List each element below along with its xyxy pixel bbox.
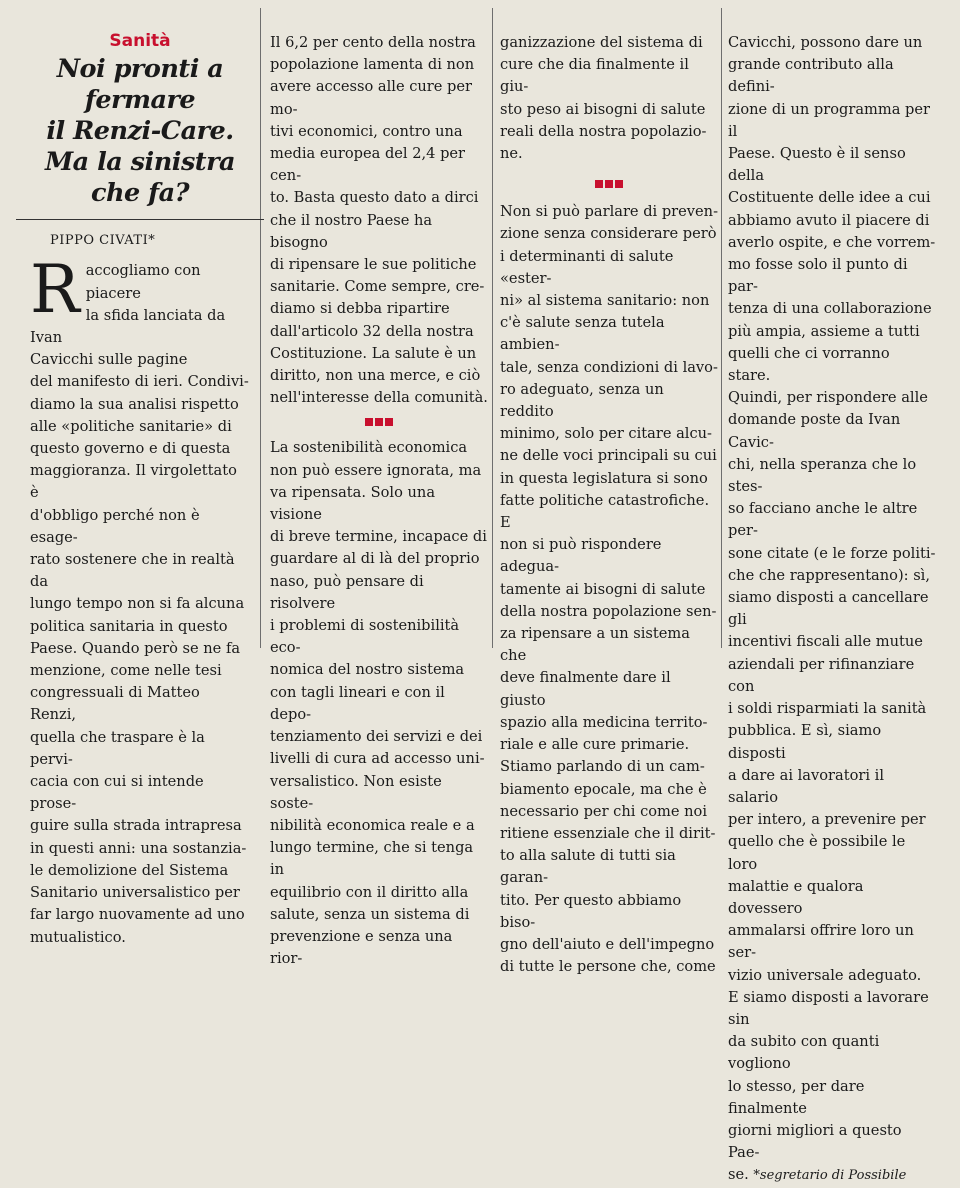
text-line: versalistico. Non esiste soste-: [270, 772, 442, 812]
column-2: [270, 32, 488, 970]
text-line: ne delle voci principali su cui: [500, 447, 717, 465]
text-line: reali della nostra popolazio-: [500, 122, 707, 140]
paragraph: [30, 251, 250, 948]
text-line: aziendali per rifinanziare con: [728, 655, 915, 695]
column-4: [728, 32, 936, 1188]
text-line: nibilità economica reale e a: [270, 816, 475, 834]
text-line: che che rappresentano): sì,: [728, 566, 930, 584]
text-line: guire sulla strada intrapresa: [30, 817, 242, 835]
text-line: spazio alla medicina territo-: [500, 713, 708, 731]
text-line: accogliamo con piacere: [85, 262, 201, 302]
text-line: mo fosse solo il punto di par-: [728, 256, 908, 296]
text-line: popolazione lamenta di non: [270, 56, 475, 74]
text-line: quella che traspare è la pervi-: [30, 728, 205, 768]
text-line: Costituente delle idee a cui: [728, 189, 931, 207]
text-line: siamo disposti a cancellare gli: [728, 589, 929, 629]
paragraph: [270, 32, 488, 409]
text-line: da subito con quanti vogliono: [728, 1033, 880, 1073]
text-line: Paese. Quando però se ne fa: [30, 639, 241, 657]
text-line: ammalarsi offrire loro un ser-: [728, 922, 914, 962]
text-line: Sanitario universalistico per: [30, 884, 240, 902]
text-line: avere accesso alle cure per mo-: [270, 78, 473, 118]
text-line: averlo ospite, e che vorrem-: [728, 233, 936, 251]
text-line: diamo la sua analisi rispetto: [30, 395, 239, 413]
paragraph: [500, 201, 718, 978]
text-line: abbiamo avuto il piacere di: [728, 211, 930, 229]
text-line: nomica del nostro sistema: [270, 661, 465, 679]
text-line: prevenzione e senza una rior-: [270, 927, 453, 968]
text-line: ne.: [500, 145, 523, 163]
text-line: ganizzazione del sistema di: [500, 34, 703, 51]
text-line: tenziamento dei servizi e dei: [270, 728, 483, 746]
paragraph: [728, 32, 936, 1188]
text-line: riale e alle cure primarie.: [500, 736, 690, 754]
text-line: livelli di cura ad accesso uni-: [270, 750, 485, 768]
column-1: [30, 0, 250, 949]
section-separator: [500, 179, 718, 189]
text-line: media europea del 2,4 per cen-: [270, 145, 466, 185]
text-line: la sfida lanciata da Ivan: [30, 306, 226, 347]
text-line: tito. Per questo abbiamo biso-: [500, 891, 682, 931]
text-line: to alla salute di tutti sia garan-: [500, 847, 676, 887]
text-line: dall'articolo 32 della nostra: [270, 322, 474, 340]
text-line: con tagli lineari e con il depo-: [270, 683, 445, 723]
headline-line: Noi pronti a fermare: [56, 54, 224, 116]
text-line: zione di un programma per il: [728, 100, 930, 140]
text-line: far largo nuovamente ad uno: [30, 906, 245, 924]
text-line: minimo, solo per citare alcu-: [500, 425, 712, 443]
text-line: La sostenibilità economica: [270, 439, 468, 457]
byline: PIPPO CIVATI*: [50, 233, 156, 249]
text-line: Il 6,2 per cento della nostra: [270, 34, 476, 51]
text-line: tale, senza condizioni di lavo-: [500, 358, 718, 376]
text-line: di ripensare le sue politiche: [270, 256, 477, 274]
text-line: non può essere ignorata, ma: [270, 461, 482, 479]
text-line: se.: [728, 1166, 749, 1184]
text-line: diritto, non una merce, e ciò: [270, 367, 481, 385]
text-line: i determinanti di salute «ester-: [500, 247, 674, 287]
text-line: pubblica. E sì, siamo disposti: [728, 722, 882, 762]
text-line: Stiamo parlando di un cam-: [500, 758, 705, 776]
section-kicker: Sanità: [109, 31, 171, 51]
text-line: vizio universale adeguato.: [728, 966, 922, 984]
author-footnote: *segretario di Possibile: [753, 1168, 907, 1184]
column-rule: [721, 8, 722, 648]
text-line: più ampia, assieme a tutti: [728, 322, 920, 340]
text-line: Non si può parlare di preven-: [500, 203, 719, 221]
text-line: d'obbligo perché non è esage-: [30, 506, 200, 546]
text-line: nell'interesse della comunità.: [270, 389, 488, 407]
text-line: sone citate (e le forze politi-: [728, 544, 936, 562]
text-line: congressuali di Matteo Renzi,: [30, 684, 200, 724]
text-line: chi, nella speranza che lo stes-: [728, 455, 917, 496]
text-line: zione senza considerare però: [500, 225, 717, 243]
column-rule: [492, 8, 493, 648]
text-line: va ripensata. Solo una visione: [270, 483, 436, 524]
text-line: questo governo e di questa: [30, 440, 231, 458]
headline: [30, 54, 250, 209]
text-line: di breve termine, incapace di: [270, 528, 487, 546]
text-line: per intero, a prevenire per: [728, 811, 926, 829]
text-line: quelli che ci vorranno stare.: [728, 344, 890, 385]
divider: [16, 219, 264, 220]
text-line: lungo termine, che si tenga in: [270, 839, 474, 879]
section-separator: [270, 417, 488, 427]
text-line: di tutte le persone che, come: [500, 958, 716, 976]
text-line: Cavicchi, possono dare un: [728, 34, 923, 51]
text-line: necessario per chi come noi: [500, 802, 707, 820]
text-line: non si può rispondere adegua-: [500, 536, 662, 576]
text-line: che il nostro Paese ha bisogno: [270, 211, 433, 251]
text-line: i soldi risparmiati la sanità: [728, 700, 927, 718]
text-line: cure che dia finalmente il giu-: [500, 56, 689, 96]
text-line: ni» al sistema sanitario: non: [500, 292, 710, 310]
text-line: giorni migliori a questo Pae-: [728, 1121, 902, 1162]
text-line: fatte politiche catastrofiche. E: [500, 491, 710, 532]
column-3: [500, 32, 718, 978]
text-line: to. Basta questo dato a dirci: [270, 189, 479, 207]
text-line: maggioranza. Il virgolettato è: [30, 462, 237, 502]
text-line: guardare al di là del proprio: [270, 550, 480, 568]
text-line: salute, senza un sistema di: [270, 905, 470, 923]
text-line: deve finalmente dare il giusto: [500, 669, 671, 709]
text-line: naso, può pensare di risolvere: [270, 572, 424, 612]
text-line: equilibrio con il diritto alla: [270, 883, 469, 901]
text-line: lungo tempo non si fa alcuna: [30, 595, 245, 613]
text-line: le demolizione del Sistema: [30, 861, 229, 879]
text-line: Quindi, per rispondere alle: [728, 389, 928, 407]
text-line: lo stesso, per dare finalmente: [728, 1077, 865, 1117]
text-line: del manifesto di ieri. Condivi-: [30, 373, 249, 391]
text-line: quello che è possibile le loro: [728, 833, 906, 873]
paragraph: [270, 437, 488, 970]
text-line: Paese. Questo è il senso della: [728, 145, 906, 185]
text-line: sto peso ai bisogni di salute: [500, 100, 706, 118]
text-line: sanitarie. Come sempre, cre-: [270, 278, 485, 296]
paragraph: [500, 32, 718, 165]
text-line: politica sanitaria in questo: [30, 617, 228, 635]
text-line: tivi economici, contro una: [270, 122, 463, 140]
column-rule: [260, 8, 261, 648]
text-line: za ripensare a un sistema che: [500, 625, 690, 665]
text-line: cacia con cui si intende prose-: [30, 773, 204, 813]
headline-line: il Renzi-Care.: [46, 116, 234, 147]
headline-line: Ma la sinistra che fa?: [44, 147, 236, 209]
text-line: tamente ai bisogni di salute: [500, 580, 706, 598]
text-line: malattie e qualora dovessero: [728, 877, 864, 917]
text-line: domande poste da Ivan Cavic-: [728, 411, 901, 451]
text-line: E siamo disposti a lavorare sin: [728, 988, 929, 1028]
dropcap: R: [30, 251, 80, 329]
text-line: Costituzione. La salute è un: [270, 344, 477, 362]
text-line: c'è salute senza tutela ambien-: [500, 314, 665, 354]
text-line: so facciano anche le altre per-: [728, 500, 918, 540]
text-line: mutualistico.: [30, 928, 126, 946]
text-line: gno dell'aiuto e dell'impegno: [500, 935, 715, 953]
text-line: menzione, come nelle tesi: [30, 662, 222, 680]
text-line: alle «politiche sanitarie» di: [30, 417, 232, 435]
text-line: i problemi di sostenibilità eco-: [270, 617, 460, 657]
text-line: grande contributo alla defini-: [728, 56, 894, 96]
text-line: della nostra popolazione sen-: [500, 602, 717, 620]
text-line: a dare ai lavoratori il salario: [728, 766, 884, 806]
text-line: in questi anni: una sostanzia-: [30, 839, 247, 857]
text-line: ritiene essenziale che il dirit-: [500, 824, 716, 842]
text-line: incentivi fiscali alle mutue: [728, 633, 923, 651]
text-line: biamento epocale, ma che è: [500, 780, 707, 798]
text-line: diamo si debba ripartire: [270, 300, 450, 318]
text-line: in questa legislatura si sono: [500, 469, 708, 487]
text-line: ro adeguato, senza un reddito: [500, 380, 664, 421]
text-line: rato sostenere che in realtà da: [30, 551, 235, 591]
text-line: Cavicchi sulle pagine: [30, 351, 188, 369]
text-line: tenza di una collaborazione: [728, 300, 932, 318]
